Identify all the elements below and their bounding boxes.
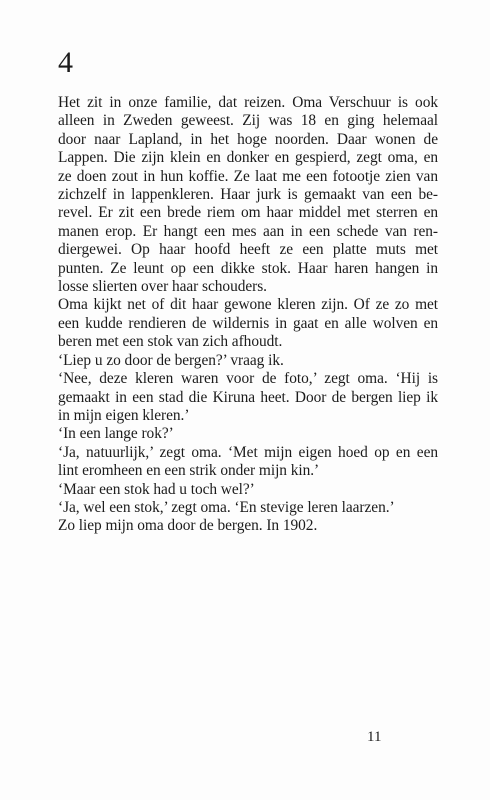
text-line: lint eromheen en een strik onder mijn kin.’ xyxy=(58,462,320,480)
text-line: alleen in Zweden geweest. Zij was 18 en ging helemaal xyxy=(58,112,438,130)
text-line: beren met een stok van zich afhoudt. xyxy=(58,333,283,351)
text-line: in mijn eigen kleren.’ xyxy=(58,406,190,424)
chapter-body-text xyxy=(58,94,438,536)
text-line: ‘Maar een stok had u toch wel?’ xyxy=(58,480,255,498)
text-line: manen erop. Er hangt een mes aan in een schede van ren- xyxy=(58,222,438,240)
text-line: ‘Ja, wel een stok,’ zegt oma. ‘En stevige leren laarzen.’ xyxy=(58,498,395,516)
text-line: losse slierten over haar schouders. xyxy=(58,278,267,296)
text-line: ze doen zout in hun koffie. Ze laat me een fotootje zien van xyxy=(58,167,438,185)
text-line: een kudde rendieren de wildernis in gaat en alle wolven en xyxy=(58,314,438,332)
text-line: door naar Lapland, in het hoge noorden. Daar wonen de xyxy=(58,130,438,148)
text-line: Zo liep mijn oma door de bergen. In 1902. xyxy=(58,517,318,535)
text-line: zichzelf in lappenkleren. Haar jurk is gemaakt van een be- xyxy=(58,186,438,204)
text-line: ‘Liep u zo door de bergen?’ vraag ik. xyxy=(58,351,284,369)
page-number: 11 xyxy=(367,729,382,745)
text-line: Lappen. Die zijn klein en donker en gespierd, zegt oma, en xyxy=(58,149,438,167)
text-line: gemaakt in een stad die Kiruna heet. Door de bergen liep ik xyxy=(58,388,438,406)
text-line: Het zit in onze familie, dat reizen. Oma Verschuur is ook xyxy=(58,94,438,111)
text-line: punten. Ze leunt op een dikke stok. Haar haren hangen in xyxy=(58,259,438,277)
text-line: ‘Ja, natuurlijk,’ zegt oma. ‘Met mijn eigen hoed op en een xyxy=(58,443,438,461)
text-line: Oma kijkt net of dit haar gewone kleren zijn. Of ze zo met xyxy=(58,296,438,314)
text-line: revel. Er zit een brede riem om haar middel met sterren en xyxy=(58,204,438,222)
text-line: ‘In een lange rok?’ xyxy=(58,425,174,443)
text-line: diergewei. Op haar hoofd heeft ze een platte muts met xyxy=(58,241,438,259)
text-line: ‘Nee, deze kleren waren voor de foto,’ zegt oma. ‘Hij is xyxy=(58,370,438,388)
chapter-number: 4 xyxy=(58,46,73,79)
